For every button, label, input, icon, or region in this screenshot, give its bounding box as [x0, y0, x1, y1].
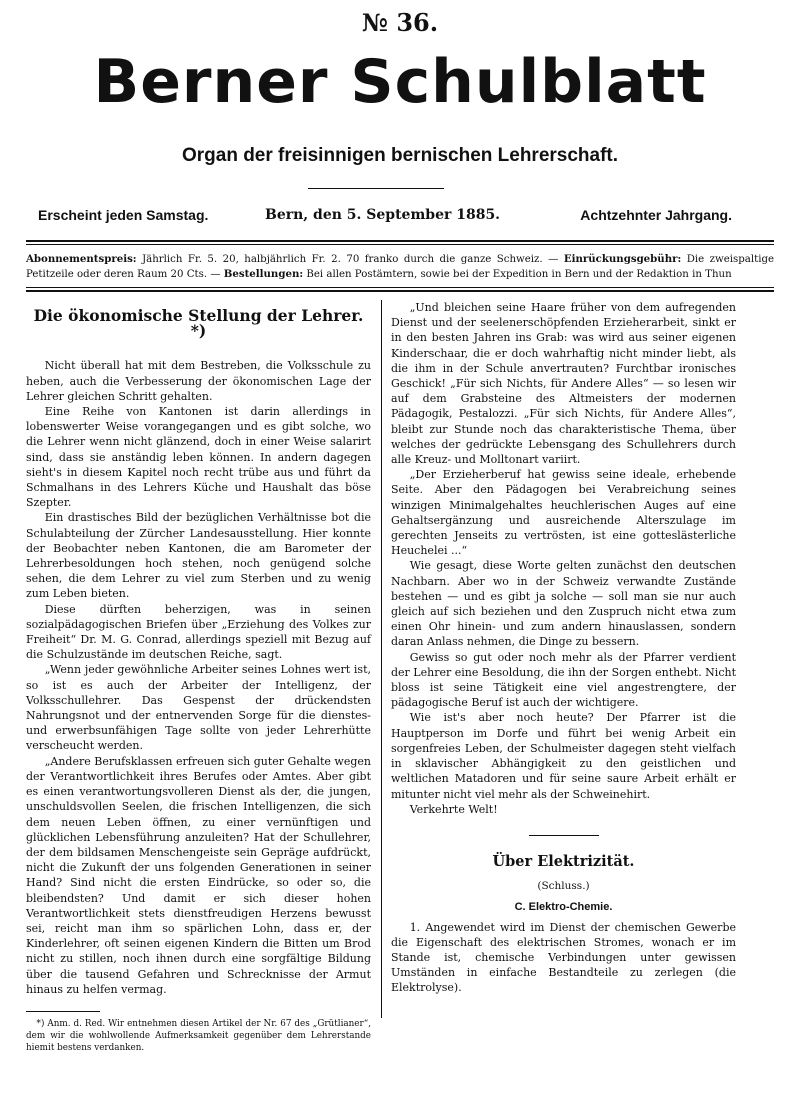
bestellungen-text: Bei allen Postämtern, sowie bei der Expedition in Bern und der Redaktion in Thun: [306, 269, 732, 280]
masthead-subtitle: Organ der freisinnigen bernischen Lehrerschaft.: [181, 145, 619, 166]
second-article-note: (Schluss.): [537, 880, 590, 893]
masthead-title: Berner Schulblatt: [93, 47, 707, 117]
bestellungen-label: Bestellungen:: [223, 268, 304, 280]
second-article-subhead: C. Elektro-Chemie.: [514, 901, 613, 914]
article-paragraph: Nicht überall hat mit dem Bestreben, die Volksschule zu heben, auch die Verbesserung der ökonomischen Lage der Lehrer gleichen Schritt gehalten.: [26, 359, 371, 403]
article-paragraph: „Der Erzieherberuf hat gewiss seine ideale, erhebende Seite. Aber den Pädagogen bei Verabreichung seines winzigen Minimalgehaltes heuchlerischen Auges auf eine Gehaltsergänzung und ausreichende Alterszulage im gerechten Jenseits zu vertrösten, ist eine gotteslästerliche Heuchelei ...“: [391, 468, 736, 558]
divider-top-thin: [26, 244, 774, 245]
right-column: [391, 300, 736, 996]
abonnement-text: Jährlich Fr. 5. 20, halbjährlich Fr. 2. 70 franko durch die ganze Schweiz. —: [142, 254, 559, 265]
divider-mid-thin: [26, 287, 774, 288]
einrueckung-label: Einrückungsgebühr:: [563, 253, 682, 265]
article-paragraph: Gewiss so gut oder noch mehr als der Pfarrer verdient der Lehrer eine Besoldung, die ihn der Sorgen enthebt. Nicht bloss ist seine Tätigkeit eine viel angestrengtere, der pädagogische Beruf ist auch der wichtigere.: [391, 650, 736, 710]
left-column: [26, 300, 371, 1054]
column-divider: [381, 300, 382, 1018]
article-paragraph: Eine Reihe von Kantonen ist darin allerdings in lobenswerter Weise vorangegangen und es gibt solche, wo die Lehrer wenn nicht glänzend, doch in einer Weise salarirt sind, dass sie anständig leben können. In andern dagegen sieht's in diesem Kapitel noch recht trübe aus und führt da Schmalhans in des Lehrers Küche und Haushalt das böse Szepter.: [26, 405, 371, 510]
article-title: Die ökonomische Stellung der Lehrer. *): [33, 306, 364, 341]
einrueckung-text: Die zweispaltige Petitzeile oder deren Raum 20 Cts. —: [26, 254, 775, 280]
article-paragraph: „Andere Berufsklassen erfreuen sich guter Gehalte wegen der Verantwortlichkeit ihres Berufes oder Amtes. Aber gibt es einen verantwortungsvolleren Dienst als der, die jungen, unschuldsvollen Seelen, die frischen Intelligenzen, die sich dem neuen Leben öffnen, zu einer vernünftigen und glücklichen Lebensführung anzuleiten? Hat der Schullehrer, der dem bildsamen Menschengeiste sein Gepräge aufdrückt, nicht die Zukunft der uns folgenden Generationen in seiner Hand? Sind nicht die ersten Eindrücke, so oder so, die bleibendsten? Und damit er sich dieser hohen Verantwortlichkeit stets dienstfreudigen Herzens bewusst sei, reicht man ihm so spärlichen Lohn, dass er, der Kinderlehrer, oft seinen eigenen Kindern die Bitten um Brod nicht zu stillen, noch ihnen durch eine sorgfältige Bildung über die tausend Gefahren und Schrecknisse der Armut hinaus zu helfen vermag.: [26, 754, 371, 996]
article-paragraph: Verkehrte Welt!: [409, 802, 498, 816]
article-paragraph: Wie gesagt, diese Worte gelten zunächst den deutschen Nachbarn. Aber wo in der Schweiz verwandte Zustände bestehen — und es gibt ja solche — soll man sie nur auch gleich auf sich beziehen und den Zuspruch nicht etwa zum einen Ohr hinein- und zum andern hinauslassen, sondern daran Anlass nehmen, die Dinge zu bessern.: [391, 559, 736, 649]
footnote: *) Anm. d. Red. Wir entnehmen diesen Artikel der Nr. 67 des „Grütlianer“, dem wir die wohlwollende Aufmerksamkeit gegenüber dem Lehrerstande hiemit bestens verdanken.: [26, 1018, 371, 1053]
issue-date: Bern, den 5. September 1885.: [265, 207, 501, 223]
issue-number: № 36.: [361, 8, 439, 37]
volume-year: Achtzehnter Jahrgang.: [580, 207, 732, 223]
article-paragraph: Wie ist's aber noch heute? Der Pfarrer ist die Hauptperson im Dorfe und führt bei wenig Arbeit ein sorgenfreies Leben, der Schulmeister dagegen steht vielfach in sklavischer Abhängigkeit zu den geistlichen und weltlichen Matadoren und für seine saure Arbeit erhält er mitunter nicht viel mehr als der Schweinehirt.: [391, 711, 736, 801]
divider-top-thick: [26, 240, 774, 242]
publication-frequency: Erscheint jeden Samstag.: [38, 207, 209, 223]
article-paragraph: „Und bleichen seine Haare früher von dem aufregenden Dienst und der seelenerschöpfenden Erzieherarbeit, sinkt er in den besten Jahren ins Grab: was wird aus seiner eigenen Kinderschaar, die er doch wahrhaftig nicht minder liebt, als die ihm in der Schule anvertrauten? Furchtbar ironisches Geschick! „Für sich Nichts, für Andere Alles“ — so lesen wir auf dem Grabsteine des Altmeisters der modernen Pädagogik, Pestalozzi. „Für sich Nichts, für Andere Alles“, bleibt zur Stunde noch das charakteristische Thema, über welches der gedrückte Lebensgang des Schullehrers durch alle Kreuz- und Molltonart variirt.: [391, 301, 736, 467]
second-article-title: Über Elektrizität.: [492, 852, 635, 870]
footnote-rule: [26, 1011, 100, 1012]
article-paragraph: „Wenn jeder gewöhnliche Arbeiter seines Lohnes wert ist, so ist es auch der Arbeiter der Intelligenz, der Volksschullehrer. Das Gespenst der drückendsten Nahrungsnot und der entnervenden Sorge für die dienstes- und erwerbsunfähigen Tage sollte von jeder Lehrerhütte verscheucht werden.: [26, 663, 371, 753]
article-paragraph: Diese dürften beherzigen, was in seinen sozialpädagogischen Briefen über „Erziehung des Volkes zur Freiheit“ Dr. M. G. Conrad, allerdings speziell mit Bezug auf die Schulzustände im deutschen Reiche, sagt.: [26, 602, 371, 662]
article-paragraph: Ein drastisches Bild der bezüglichen Verhältnisse bot die Schulabteilung der Zürcher Landesausstellung. Hier konnte der Beobachter neben Kantonen, die am Barometer der Lehrerbesoldungen hoch stehen, noch genügend solche sehen, die dem Lehrer zu viel zum Sterben und zu wenig zum Leben bieten.: [26, 511, 371, 601]
abonnement-label: Abonnementspreis:: [26, 253, 137, 265]
section-rule: [529, 835, 599, 836]
masthead-rule: [308, 188, 444, 189]
subscription-notice: [26, 252, 774, 282]
divider-mid-thick: [26, 290, 774, 292]
second-article-paragraph: 1. Angewendet wird im Dienst der chemischen Gewerbe die Eigenschaft des elektrischen Stromes, wonach er im Stande ist, chemische Verbindungen unter gewissen Umständen in einfache Bestandteile zu zerlegen (die Elektrolyse).: [391, 920, 736, 995]
